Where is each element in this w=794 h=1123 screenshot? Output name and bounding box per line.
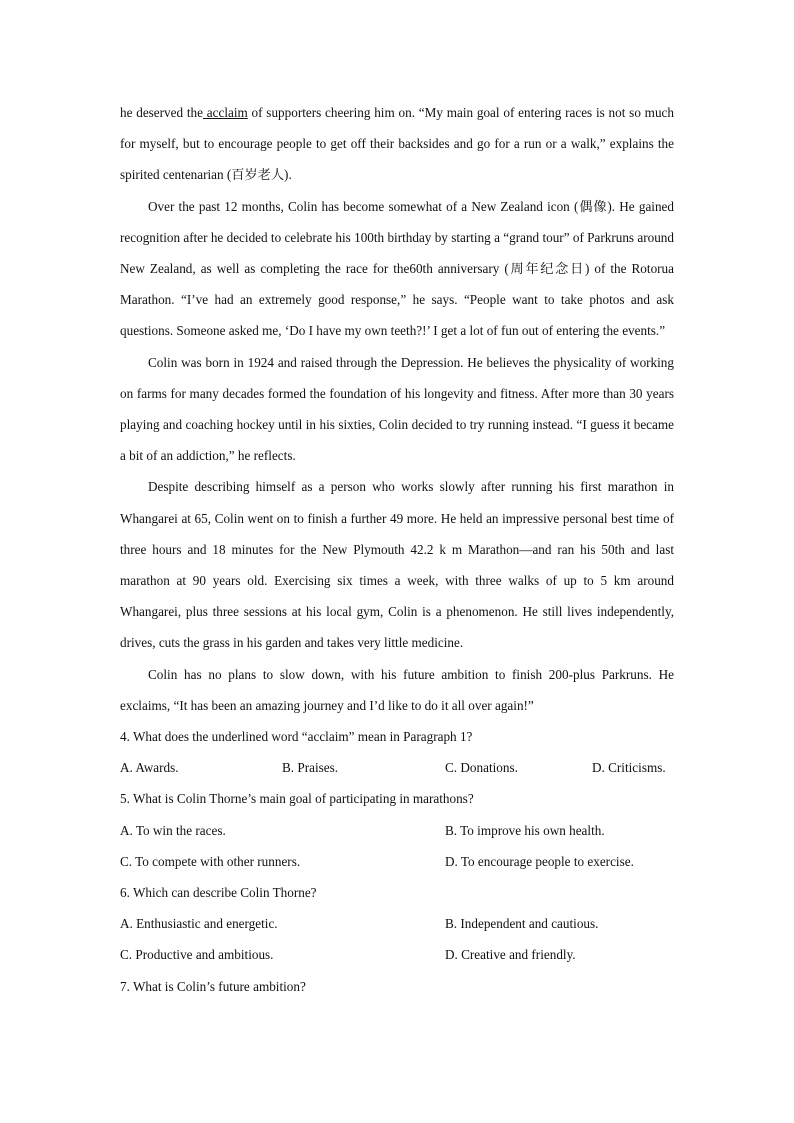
question-6-stem: 6. Which can describe Colin Thorne?: [120, 885, 317, 901]
underlined-word-acclaim: acclaim: [202, 105, 248, 120]
question-4-stem: 4. What does the underlined word “acclaim” mean in Paragraph 1?: [120, 729, 473, 745]
question-6-option-c: C. Productive and ambitious.: [120, 947, 274, 963]
question-5-stem: 5. What is Colin Thorne’s main goal of participating in marathons?: [120, 791, 474, 807]
question-6-options-row-2: [120, 939, 674, 970]
document-page: [120, 97, 674, 1002]
question-5-options-row-1: [120, 815, 674, 846]
question-5-option-d: D. To encourage people to exercise.: [445, 853, 634, 869]
paragraph-4: Despite describing himself as a person who works slowly after running his first marathon in Whangarei at 65, Colin went on to finish a further 49 more. He held an impressive personal best time of three hours and 18 minutes for the New Plymouth 42.2 k m Marathon—and ran his 50th and last marathon at 90 years old. Exercising six times a week, with three walks of up to 5 km around Whangarei, plus three sessions at his local gym, Colin is a phenomenon. He still lives independently, drives, cuts the grass in his garden and takes very little medicine.: [120, 479, 674, 651]
question-4-option-a: A. Awards.: [120, 760, 179, 776]
question-5-option-c: C. To compete with other runners.: [120, 853, 301, 869]
paragraph-1-text-end: of supporters cheering him on. “My main goal of entering races is not so much for myself, but to encourage people to get off their backsides and go for a run or a walk,” explains the spirited centenarian (百岁老人).: [120, 105, 674, 183]
paragraph-2: Over the past 12 months, Colin has become somewhat of a New Zealand icon (偶像). He gained recognition after he decided to celebrate his 100th birthday by starting a “grand tour” of Parkruns around New Zealand, as well as completing the race for the60th anniversary (周年纪念日) of the Rotorua Marathon. “I’ve had an extremely good response,” he says. “People want to take photos and ask questions. Someone asked me, ‘Do I have my own teeth?!’ I get a lot of fun out of entering the events.”: [120, 198, 674, 339]
question-4-option-d: D. Criticisms.: [592, 760, 666, 776]
paragraph-1-text-start: he deserved the: [120, 105, 203, 120]
question-6-option-b: B. Independent and cautious.: [445, 916, 599, 932]
question-5-option-b: B. To improve his own health.: [445, 822, 605, 838]
question-4-option-b: B. Praises.: [282, 760, 339, 776]
question-6-option-a: A. Enthusiastic and energetic.: [120, 916, 278, 932]
question-4-option-c: C. Donations.: [445, 760, 518, 776]
paragraph-3: Colin was born in 1924 and raised through the Depression. He believes the physicality of working on farms for many decades formed the foundation of his longevity and fitness. After more than 30 years playing and coaching hockey until in his sixties, Colin decided to try running instead. “I guess it became a bit of an addiction,” he reflects.: [120, 354, 674, 464]
question-4-options: [120, 752, 674, 783]
question-5-options-row-2: [120, 846, 674, 877]
question-5-option-a: A. To win the races.: [120, 822, 226, 838]
question-7-stem: 7. What is Colin’s future ambition?: [120, 978, 306, 994]
question-6-options-row-1: [120, 908, 674, 939]
question-6-option-d: D. Creative and friendly.: [445, 947, 576, 963]
paragraph-1: [120, 97, 674, 191]
paragraph-5: Colin has no plans to slow down, with his future ambition to finish 200-plus Parkruns. He exclaims, “It has been an amazing journey and I’d like to do it all over again!”: [120, 666, 674, 713]
